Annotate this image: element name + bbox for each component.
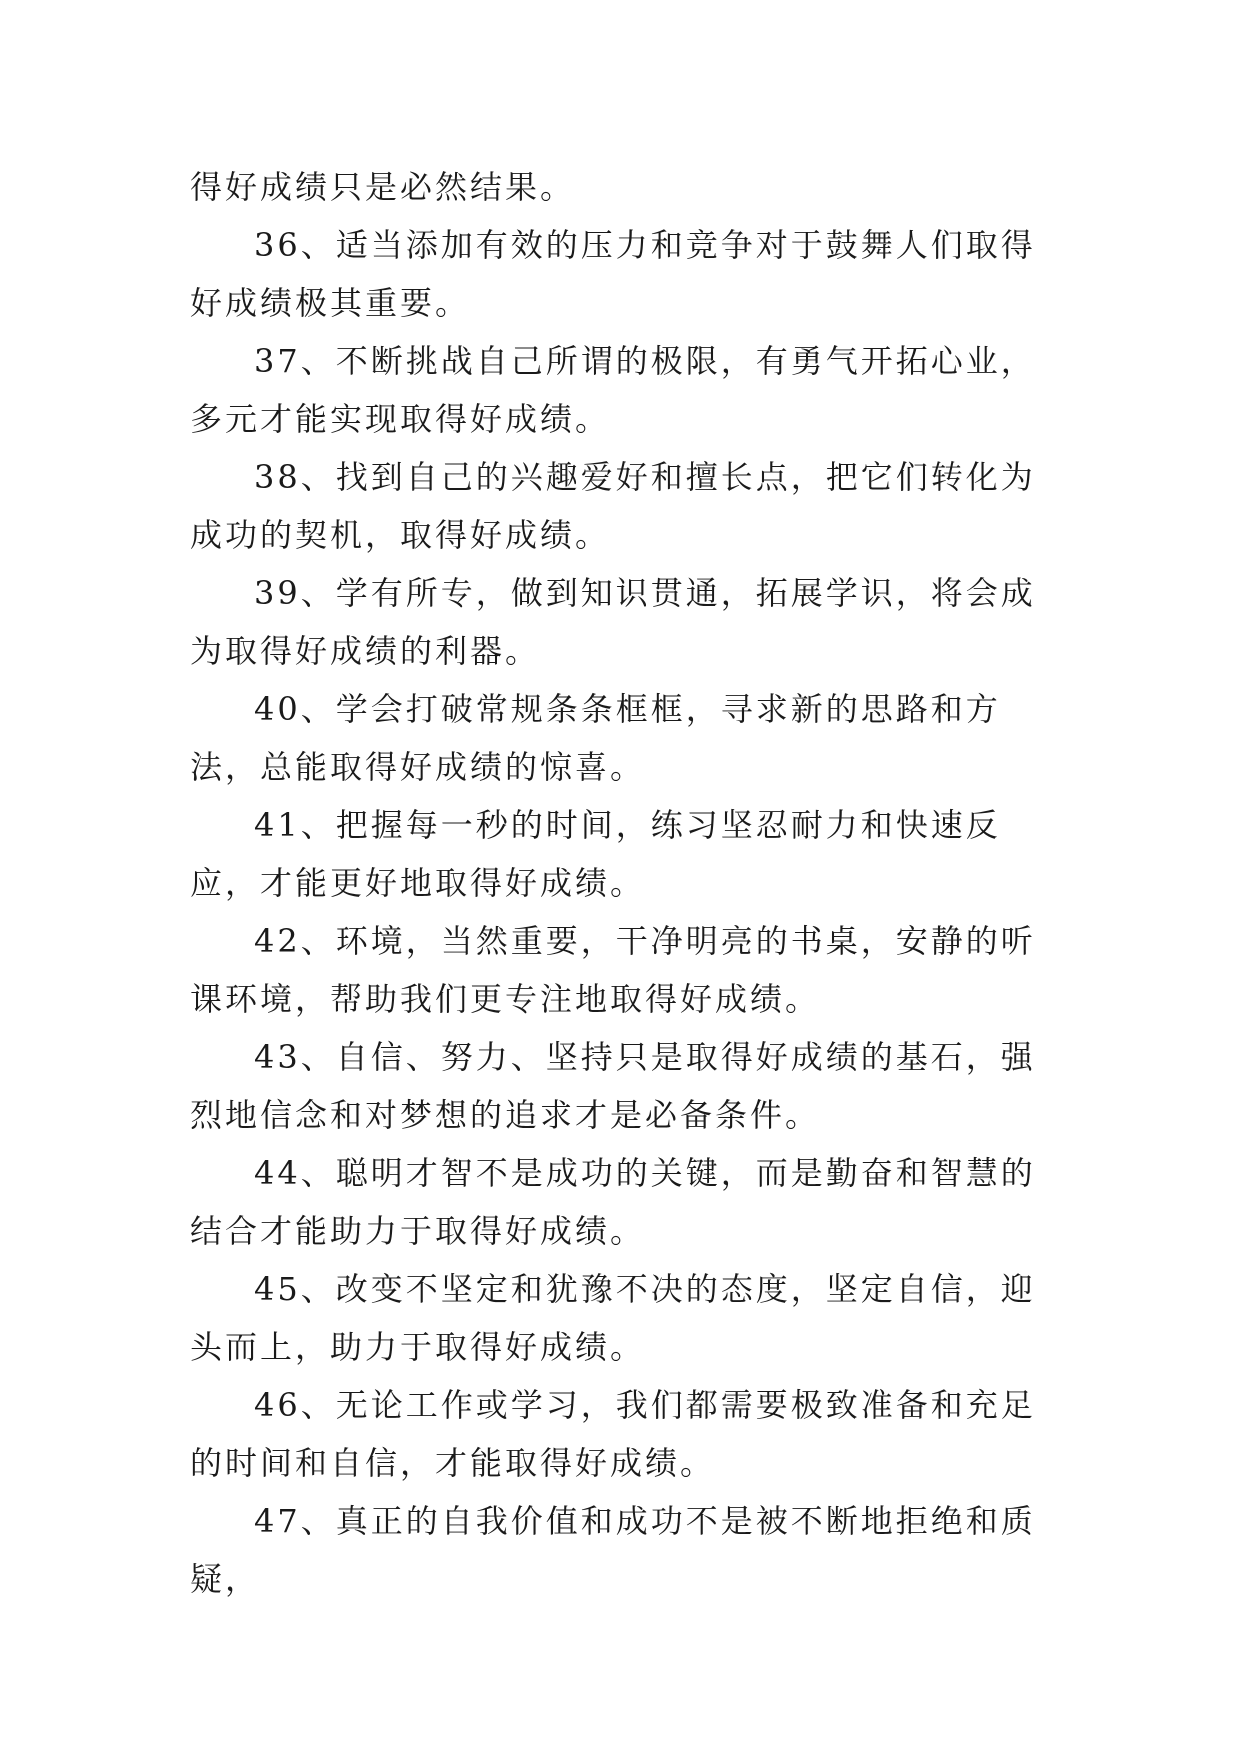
paragraph-37: 37、不断挑战自己所谓的极限，有勇气开拓心业，多元才能实现取得好成绩。 <box>190 342 1036 438</box>
paragraph-46: 46、无论工作或学习，我们都需要极致准备和充足的时间和自信，才能取得好成绩。 <box>190 1386 1036 1482</box>
paragraph-continuation: 得好成绩只是必然结果。 <box>190 168 576 206</box>
paragraph-39: 39、学有所专，做到知识贯通，拓展学识，将会成为取得好成绩的利器。 <box>190 574 1036 670</box>
paragraph-43: 43、自信、努力、坚持只是取得好成绩的基石，强烈地信念和对梦想的追求才是必备条件。 <box>190 1038 1036 1134</box>
paragraph-40: 40、学会打破常规条条框框，寻求新的思路和方法，总能取得好成绩的惊喜。 <box>190 690 1001 786</box>
paragraph-38: 38、找到自己的兴趣爱好和擅长点，把它们转化为成功的契机，取得好成绩。 <box>190 458 1036 554</box>
paragraph-45: 45、改变不坚定和犹豫不决的态度，坚定自信，迎头而上，助力于取得好成绩。 <box>190 1270 1036 1366</box>
paragraph-36: 36、适当添加有效的压力和竞争对于鼓舞人们取得好成绩极其重要。 <box>190 226 1036 322</box>
paragraph-41: 41、把握每一秒的时间，练习坚忍耐力和快速反应，才能更好地取得好成绩。 <box>190 806 1001 902</box>
paragraph-42: 42、环境，当然重要，干净明亮的书桌，安静的听课环境，帮助我们更专注地取得好成绩。 <box>190 922 1036 1018</box>
document-body <box>190 158 1060 1608</box>
paragraph-44: 44、聪明才智不是成功的关键，而是勤奋和智慧的结合才能助力于取得好成绩。 <box>190 1154 1036 1250</box>
paragraph-47: 47、真正的自我价值和成功不是被不断地拒绝和质疑， <box>190 1502 1036 1598</box>
